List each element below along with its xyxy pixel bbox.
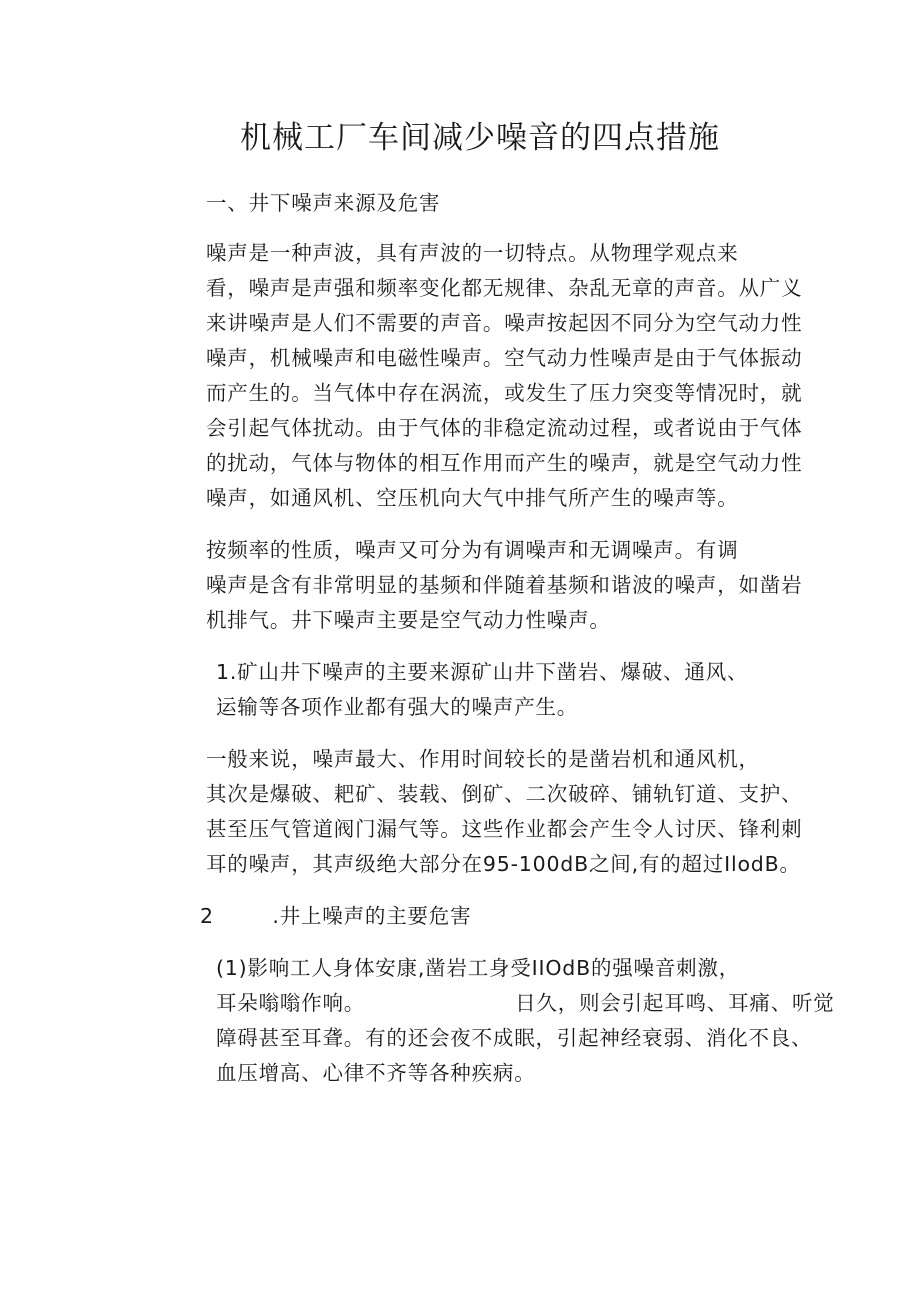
text-line: 1.矿山井下噪声的主要来源矿山井下凿岩、爆破、通风、 [216, 660, 749, 684]
text-line: 噪声，如通风机、空压机向大气中排气所产生的噪声等。 [206, 486, 739, 510]
text-line: 障碍甚至耳聋。有的还会夜不成眠，引起神经衰弱、消化不良、 [216, 1026, 813, 1050]
text-line: 甚至压气管道阀门漏气等。这些作业都会产生令人讨厌、锋利刺 [206, 817, 803, 841]
text-line: 其次是爆破、耙矿、装载、倒矿、二次破碎、铺轨钉道、支护、 [206, 782, 803, 806]
text-line: 噪声是一种声波，具有声波的一切特点。从物理学观点来 [206, 241, 739, 265]
paragraph-noise-frequency [140, 533, 803, 638]
paragraph-noise-levels [140, 742, 803, 882]
text-line: 按频率的性质，噪声又可分为有调噪声和无调噪声。有调 [206, 538, 739, 562]
document-body [140, 186, 835, 1091]
section-heading-2: 2 .井上噪声的主要危害 [200, 904, 472, 928]
paragraph-noise-sources [140, 655, 790, 725]
text-line: (1)影响工人身体安康,凿岩工身受IIOdB的强噪音刺激， [216, 956, 741, 980]
paragraph-noise-definition [140, 236, 803, 516]
text-line: 噪声是含有非常明显的基频和伴随着基频和谐波的噪声，如凿岩 [206, 573, 803, 597]
text-line: 运输等各项作业都有强大的噪声产生。 [216, 695, 579, 719]
text-line: 耳的噪声，其声级绝大部分在95-100dB之间,有的超过IlodB。 [206, 852, 801, 876]
text-line: 看，噪声是声强和频率变化都无规律、杂乱无章的声音。从广义 [206, 276, 803, 300]
text-fragment: 日久，则会引起耳鸣、耳痛、听觉 [515, 991, 835, 1015]
text-line: 血压增高、心律不齐等各种疾病。 [216, 1061, 536, 1085]
text-line: 而产生的。当气体中存在涡流，或发生了压力突变等情况时，就 [206, 381, 803, 405]
text-line: 一般来说，噪声最大、作用时间较长的是凿岩机和通风机， [206, 747, 760, 771]
section-heading-1: 一、井下噪声来源及危害 [206, 191, 441, 215]
text-line: 会引起气体扰动。由于气体的非稳定流动过程，或者说由于气体 [206, 416, 803, 440]
text-line: 的扰动，气体与物体的相互作用而产生的噪声，就是空气动力性 [206, 451, 803, 475]
text-line: 来讲噪声是人们不需要的声音。噪声按起因不同分为空气动力性 [206, 311, 803, 335]
text-fragment: 耳朵嗡嗡作响。 [216, 991, 366, 1015]
text-line: 噪声，机械噪声和电磁性噪声。空气动力性噪声是由于气体振动 [206, 346, 803, 370]
paragraph-noise-hazards [140, 951, 835, 1091]
text-line: 机排气。井下噪声主要是空气动力性噪声。 [206, 608, 611, 632]
document-title: 机械工厂车间减少噪音的四点措施 [240, 120, 720, 156]
text-line-with-gap [140, 986, 835, 1021]
